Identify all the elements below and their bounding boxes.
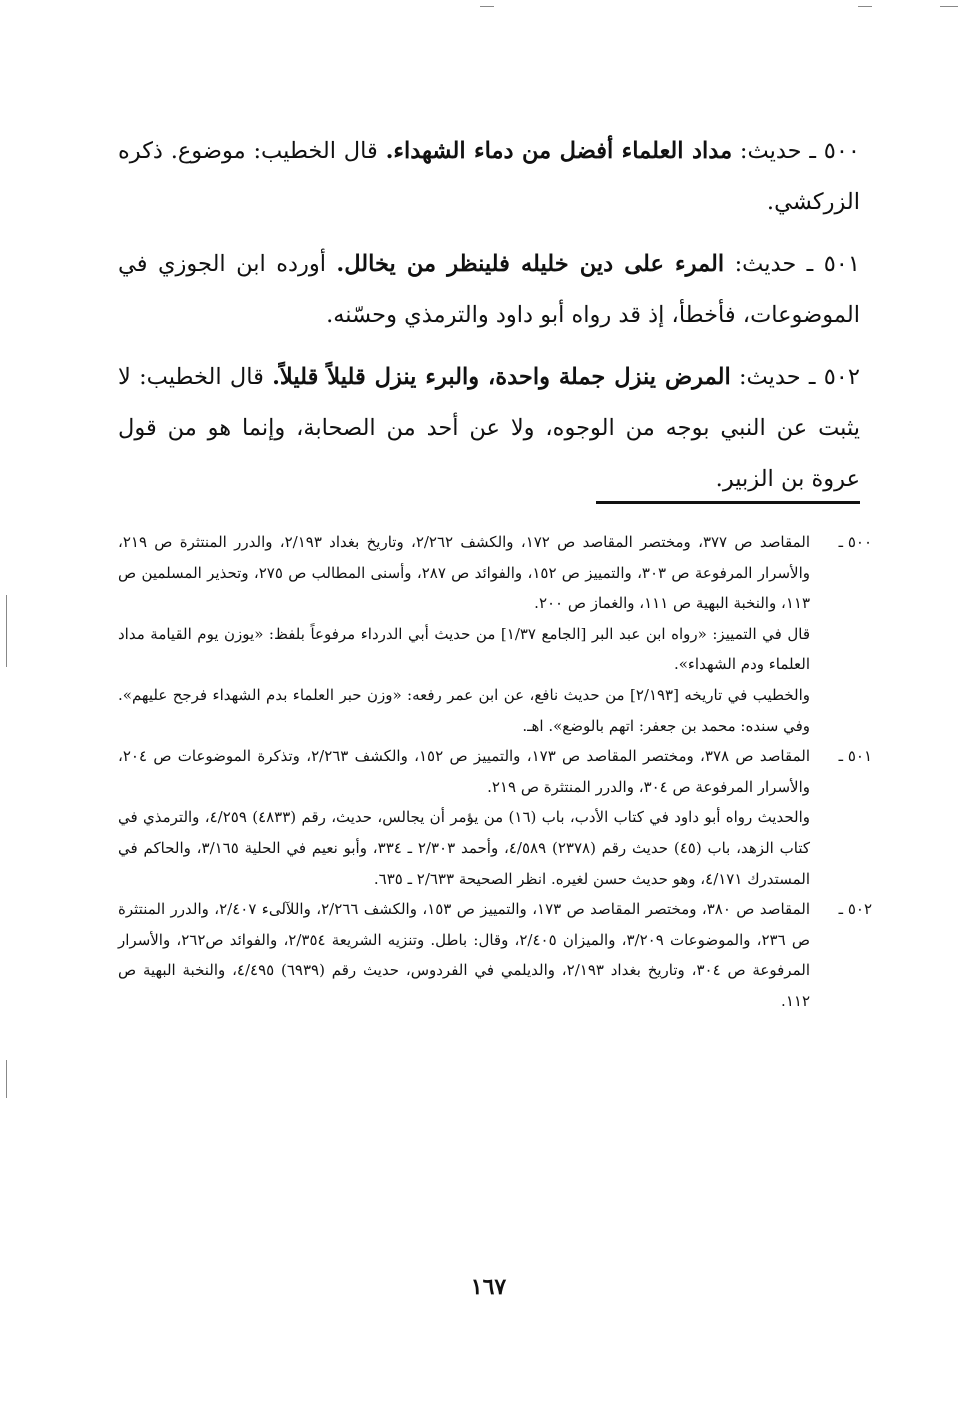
footnote-number: ٥٠١ ـ [838,747,872,766]
hadith-label: ٥٠١ ـ حديث: [734,251,860,277]
footnote-501 [118,741,872,802]
hadith-label: ٥٠٠ ـ حديث: [739,138,860,164]
footnote-paragraph: والخطيب في تاريخه [٢/١٩٣] من حديث نافع، عن ابن عمر رفعه: «وزن حبر العلماء بدم الشهداء فرجح عليهم». وفي سنده: محمد بن جعفر: اتهم بالوضع». اهـ. [118,685,810,735]
hadith-text: مداد العلماء أفضل من دماء الشهداء. [385,138,733,164]
main-text [118,126,860,516]
hadith-comment: قال الخطيب: موضوع. ذكره الزركشي. [118,138,860,215]
footnote-paragraph: قال في التمييز: «رواه ابن عبد البر [الجامع ١/٣٧] من حديث أبي الدرداء مرفوعاً بلفظ: «يوزن يوم القيامة مداد العلماء ودم الشهداء». [118,624,810,674]
scan-mark-top-1 [480,6,494,7]
footnote-500 [118,527,872,619]
footnote-separator [596,501,860,504]
footnote-number: ٥٠٠ ـ [838,533,872,551]
hadith-500 [118,126,860,228]
page-number: ١٦٧ [470,1274,507,1300]
hadith-501 [118,239,860,341]
footnote-502 [118,894,872,1016]
footnote-text: المقاصد ص ٣٨٠، ومختصر المقاصد ص ١٧٣، والتمييز ص ١٥٣، والكشف ٢/٢٦٦، واللآلىء ٢/٤٠٧، والدرر المنتثرة ص ٢٣٦، والموضوعات ٣/٢٠٩، والميزان ٢/٤٠٥، وقال: باطل. وتنزيه الشريعة ٢/٣٥٤، والفوائد ص٢٦٢، والأسرار المرفوعة ص ٣٠٤، وتاريخ بغداد ٢/١٩٣، والديلمي في الفردوس، حديث رقم (٦٩٣٩) ٤/٤٩٥، والنخبة البهية ص ١١٢. [118,900,811,1010]
footnote-text: المقاصد ص ٣٧٨، ومختصر المقاصد ص ١٧٣، والتمييز ص ١٥٢، والكشف ٢/٢٦٣، وتذكرة الموضوعات ص ٢٠٤، والأسرار المرفوعة ص ٣٠٤، والدرر المنتثرة ص ٢١٩. [118,747,811,796]
hadith-label: ٥٠٢ ـ حديث: [738,364,860,390]
hadith-text: المرض ينزل جملة واحدة، والبرء ينزل قليلاً قليلاً. [272,364,731,390]
footnote-number: ٥٠٢ ـ [838,900,872,919]
hadith-text: المرء على دين خليله فلينظر من يخالل. [336,251,725,277]
footnote-text: المقاصد ص ٣٧٧، ومختصر المقاصد ص ١٧٢، والكشف ٢/٢٦٢، وتاريخ بغداد ٢/١٩٣، والدرر المنتثرة ص ٢١٩، والأسرار المرفوعة ص ٣٠٣، والتمييز ص ١٥٢، والفوائد ص ٢٨٧، وأسنى المطالب ص ٢٧٥، وتحذير المسلمين ص ١١٣، والنخبة البهية ص ١١١، والغماز ص ٢٠٠. [118,533,810,613]
hadith-502 [118,352,860,505]
footnotes [118,527,872,1017]
scan-mark-left-1 [6,595,7,667]
footnote-paragraph: والحديث رواه أبو داود في كتاب الأدب، باب (١٦) من يؤمر أن يجالس، حديث، رقم (٤٨٣٣) ٤/٢٥٩، والترمذي في كتاب الزهد، باب (٤٥) حديث رقم (٢٣٧٨) ٤/٥٨٩، وأحمد ٢/٣٠٣ ـ ٣٣٤، وأبو نعيم في الحلية ٣/١٦٥، والحاكم في المستدرك ٤/١٧١، وهو حديث حسن لغيره. انظر الصحيحة ٢/٦٣٣ ـ ٦٣٥. [118,808,811,888]
scan-mark-top-3 [940,6,958,7]
scan-mark-top-2 [858,6,872,7]
hadith-comment: أورده ابن الجوزي في الموضوعات، فأخطأ، إذ قد رواه أبو داود والترمذي وحسّنه. [118,251,860,328]
scan-mark-left-2 [6,1060,7,1098]
hadith-comment: قال الخطيب: لا يثبت عن النبي بوجه من الوجوه، ولا عن أحد من الصحابة، وإنما هو من قول عروة بن الزبير. [118,364,860,492]
